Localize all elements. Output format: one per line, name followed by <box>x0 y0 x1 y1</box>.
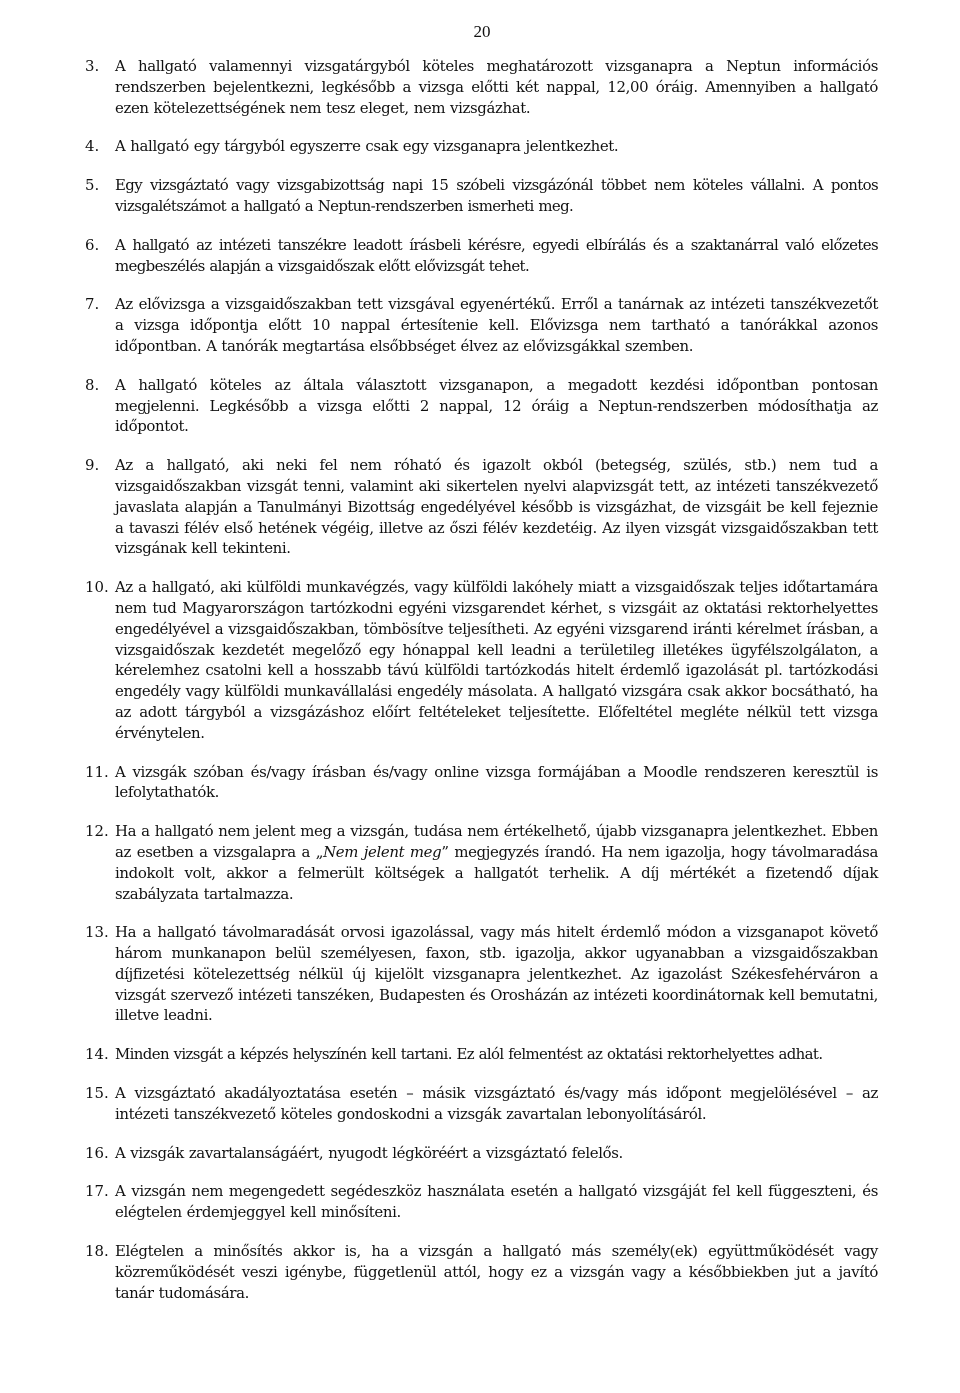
list-item <box>78 762 878 804</box>
list-item <box>78 375 878 437</box>
list-item <box>78 1241 878 1303</box>
list-item <box>78 922 878 1026</box>
page-number: 20 <box>473 22 491 41</box>
item-text-segment: Ha a hallgató nem jelent meg a vizsgán, tudása nem értékelhető, újabb vizsganapra jelentkezhet. Ebben az esetben a vizsgalapra a „ <box>115 822 878 861</box>
item-text: Elégtelen a minősítés akkor is, ha a vizsgán a hallgató más személy(ek) együttműködését vagy közreműködését veszi igénybe, függetlenül attól, hogy ez a vizsgán vagy a későbbiekben jut a javító tanár tudomására. <box>115 1242 878 1302</box>
item-text: Az a hallgató, aki neki fel nem róható és igazolt okból (betegség, szülés, stb.) nem tud a vizsgaidőszakban vizsgát tenni, valamint aki sikertelen nyelvi alapvizsgát tett, az intézeti tanszékvezető javaslata alapján a Tanulmányi Bizottság engedélyével később is vizsgázhat, de vizsgáit be kell fejeznie a tavaszi félév első hetének végéig, illetve az őszi félév kezdetéig. Az ilyen vizsgát vizsgaidőszakban tett vizsgának kell tekinteni. <box>115 456 878 558</box>
item-number: 11. <box>85 762 109 781</box>
item-number: 10. <box>85 578 109 597</box>
item-number: 5. <box>85 176 100 195</box>
item-text: Az a hallgató, aki külföldi munkavégzés, vagy külföldi lakóhely miatt a vizsgaidőszak teljes időtartamára nem tud Magyarországon tartózkodni egyéni vizsgarendet kérhet, s vizsgáit az oktatási rektorhelyettes engedélyével a vizsgaidőszakban, tömbösítve teljesítheti. Az egyéni vizsgarend iránti kérelmet írásban, a vizsgaidőszak kezdetét megelőző egy hónappal kell leadni a területileg illetékes ügyfélszolgálaton, a kérelemhez csatolni kell a hosszabb távú külföldi tartózkodás hitelt érdemlő igazolását pl. tartózkodási engedély vagy külföldi munkavállalási engedély másolata. A hallgató vizsgára csak akkor bocsátható, ha az adott tárgyból a vizsgázáshoz előírt feltételeket teljesítette. Előfeltétel megléte nélkül tett vizsga érvénytelen. <box>115 578 878 742</box>
item-number: 6. <box>85 235 100 254</box>
item-number: 14. <box>85 1045 109 1064</box>
item-text: A hallgató valamennyi vizsgatárgyból köteles meghatározott vizsganapra a Neptun információs rendszerben bejelentkezni, legkésőbb a vizsga előtti két nappal, 12,00 óráig. Amennyiben a hallgató ezen kötelezettségének nem tesz eleget, nem vizsgázhat. <box>115 57 878 117</box>
list-item <box>78 821 878 904</box>
item-text: Az elővizsga a vizsgaidőszakban tett vizsgával egyenértékű. Erről a tanárnak az intézeti tanszékvezetőt a vizsga időpontja előtt 10 nappal értesítenie kell. Elővizsga nem tartható a tanórákkal azonos időpontban. A tanórák megtartása elsőbbséget élvez az elővizsgákkal szemben. <box>115 295 878 355</box>
item-number: 13. <box>85 923 109 942</box>
item-number: 16. <box>85 1143 109 1162</box>
item-number: 8. <box>85 375 100 394</box>
list-item <box>78 175 878 217</box>
list-item <box>78 577 878 743</box>
rules-list <box>78 56 878 1321</box>
list-item <box>78 1044 878 1065</box>
item-text: A vizsgán nem megengedett segédeszköz használata esetén a hallgató vizsgáját fel kell függeszteni, és elégtelen érdemjeggyel kell minősíteni. <box>115 1182 878 1222</box>
item-number: 3. <box>85 57 100 75</box>
item-text: A hallgató az intézeti tanszékre leadott írásbeli kérésre, egyedi elbírálás és a szaktanárral való előzetes megbeszélés alapján a vizsgaidőszak előtt elővizsgát tehet. <box>115 235 878 275</box>
item-number: 15. <box>85 1084 109 1103</box>
item-number: 9. <box>85 456 100 475</box>
item-text: A hallgató egy tárgyból egyszerre csak egy vizsganapra jelentkezhet. <box>115 137 619 156</box>
list-item <box>78 56 878 118</box>
item-text: A hallgató köteles az általa választott vizsganapon, a megadott kezdési időpontban pontosan megjelenni. Legkésőbb a vizsga előtti 2 nappal, 12 óráig a Neptun-rendszerben módosíthatja az időpontot. <box>115 375 878 436</box>
list-item <box>78 1181 878 1223</box>
item-text: Ha a hallgató távolmaradását orvosi igazolással, vagy más hitelt érdemlő módon a vizsganapot követő három munkanapon belül személyesen, faxon, stb. igazolja, akkor ugyanabban a vizsgaidőszakban díjfizetési kötelezettség nélkül új kijelölt vizsganapra jelentkezhet. Az igazolást Székesfehérváron a vizsgát szervező intézeti tanszéken, Budapesten és Orosházán az intézeti koordinátornak kell bemutatni, illetve leadni. <box>115 923 878 1025</box>
list-item <box>78 294 878 356</box>
item-number: 7. <box>85 295 100 314</box>
item-number: 4. <box>85 137 100 156</box>
item-text-segment: ” megjegyzés írandó. Ha nem igazolja, hogy távolmaradása indokolt volt, akkor a felmerült költségek a hallgatót terhelik. A díj mértékét a fizetendő díjak szabályzata tartalmazza. <box>115 842 878 903</box>
item-number: 17. <box>85 1182 109 1201</box>
item-text: Minden vizsgát a képzés helyszínén kell tartani. Ez alól felmentést az oktatási rektorhelyettes adhat. <box>115 1045 823 1064</box>
item-number: 12. <box>85 822 109 841</box>
list-item <box>78 1083 878 1125</box>
item-number: 18. <box>85 1242 109 1261</box>
list-item <box>78 235 878 277</box>
item-text: A vizsgáztató akadályoztatása esetén – másik vizsgáztató és/vagy más időpont megjelölésével – az intézeti tanszékvezető köteles gondoskodni a vizsgák zavartalan lebonyolításáról. <box>115 1084 878 1123</box>
list-item <box>78 1143 878 1164</box>
item-text: A vizsgák szóban és/vagy írásban és/vagy online vizsga formájában a Moodle rendszeren keresztül is lefolytathatók. <box>115 762 878 802</box>
list-item <box>78 455 878 559</box>
list-item <box>78 136 878 157</box>
item-text <box>115 821 878 904</box>
item-text: A vizsgák zavartalanságáért, nyugodt légköréért a vizsgáztató felelős. <box>115 1143 623 1162</box>
item-text-italic: Nem jelent meg <box>323 842 442 861</box>
item-text: Egy vizsgáztató vagy vizsgabizottság napi 15 szóbeli vizsgázónál többet nem köteles vállalni. A pontos vizsgalétszámot a hallgató a Neptun-rendszerben ismerheti meg. <box>115 176 878 215</box>
